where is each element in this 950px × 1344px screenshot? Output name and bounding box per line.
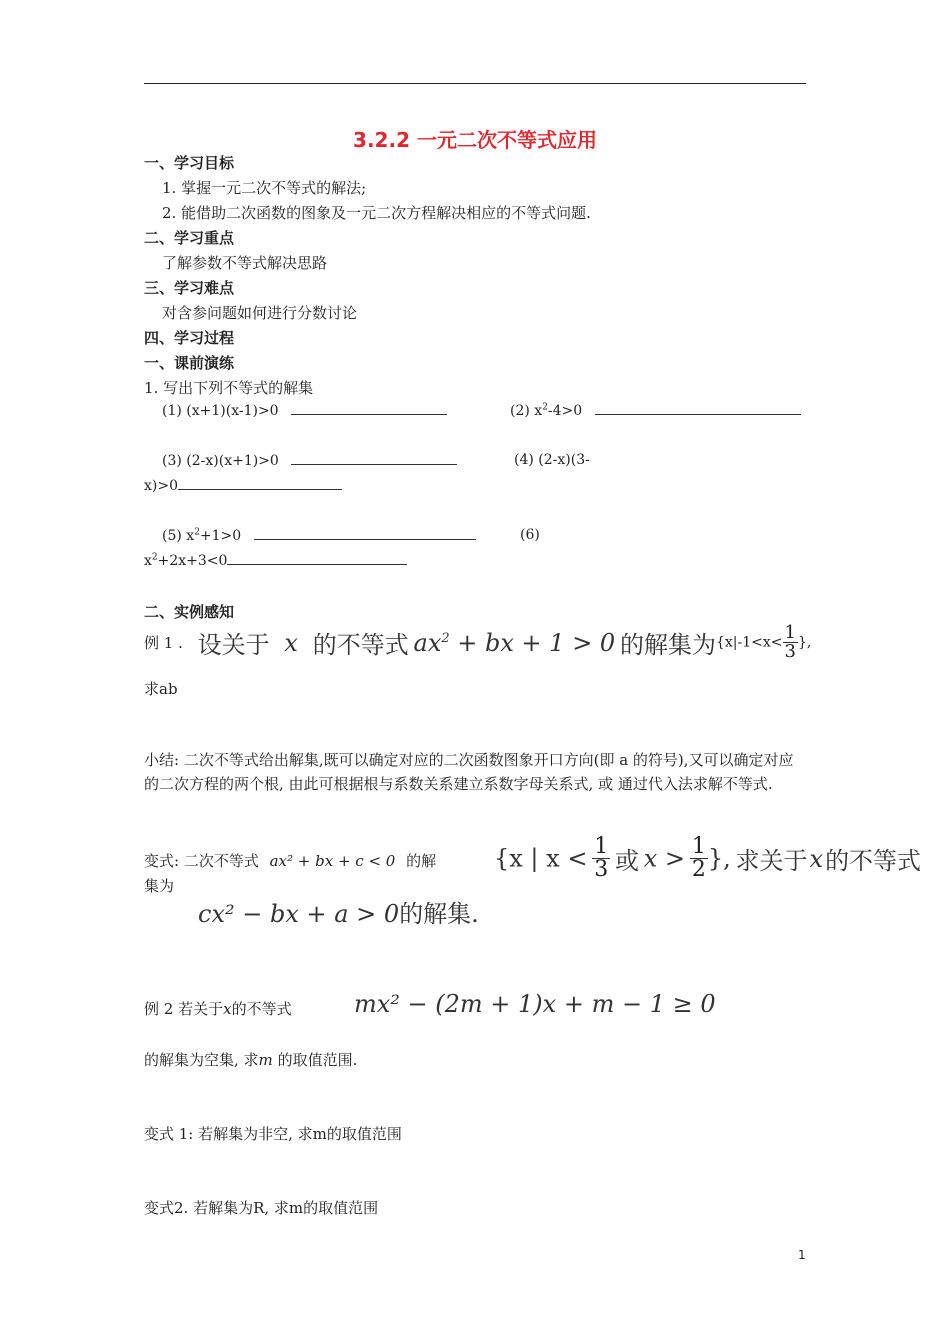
section-heading-prelesson: 一、课前演练 [144,354,235,372]
variant-label-2: 集为 [144,877,175,895]
question-1: 1. 写出下列不等式的解集 [144,379,314,397]
fraction: $\frac{1}{3}$ [594,836,609,882]
page-title: 3.2.2 一元二次不等式应用 [353,128,597,152]
fraction: $\frac{1}{3}$ [784,622,796,662]
exercise-6-continued: $x^2+2x+3<0$ [144,552,407,569]
exercise-1: (1) (x+1)(x-1)>0 [162,402,447,419]
answer-blank [595,402,801,415]
variant-1: 变式 1: 若解集为非空, 求m的取值范围 [144,1125,402,1143]
section-heading-difficulty: 三、学习难点 [144,279,235,297]
summary-paragraph: 小结: 二次不等式给出解集,既可以确定对应的二次函数图象开口方向(即 a 的符号),又可以确定对应的二次方程的两个根, 由此可根据根与系数关系建立系数字母关系式, 或 通过代入法求解不等式. [144,751,794,793]
variant-label: 变式: 二次不等式 ax² + bx + c < 0 的解 [144,852,437,870]
example-2-inequality: mx² − (2m + 1)x + m − 1 ≥ 0 [354,990,716,1018]
answer-blank [291,452,457,465]
exercise-3: (3) (2-x)(x+1)>0 [162,452,457,469]
goal-item-2: 2. 能借助二次函数的图象及一元二次方程解决相应的不等式问题. [162,204,591,222]
fraction: $\frac{1}{2}$ [691,836,706,882]
answer-blank [227,552,407,565]
focus-text: 了解参数不等式解决思路 [162,254,328,272]
section-heading-process: 四、学习过程 [144,329,235,347]
goal-item-1: 1. 掌握一元二次不等式的解法; [162,179,367,197]
answer-blank [291,402,447,415]
variant-set: {x | x < $\frac{1}{3}$ 或 x > $\frac{1}{2}$ }, 求关于x的不等式 [494,836,922,882]
variant-inequality-2: cx² − bx + a > 0的解集. [198,900,479,928]
example-2-ask: 的解集为空集, 求m 的取值范围. [144,1051,358,1069]
exercise-2: (2) $x^2-4>0$ [510,402,801,419]
exercise-4: (4) (2-x)(3- [514,452,590,468]
exercise-4-continued: x)>0 [144,477,342,494]
exercise-5: (5) $x^2+1>0$ [162,527,476,544]
section-heading-examples: 二、实例感知 [144,603,235,621]
answer-blank [178,477,342,490]
header-rule [144,83,806,84]
example-1: 例 1 . 设关于 x 的不等式 $ax^2$ + bx + 1 > 0 的解集为{x|-1<x< $\frac{1}{3}$ }, [144,622,812,662]
section-heading-goals: 一、学习目标 [144,154,235,172]
example-1-ask: 求ab [144,680,178,698]
page-number: 1 [798,1248,806,1262]
variant-2: 变式2. 若解集为R, 求m的取值范围 [144,1199,379,1217]
section-heading-focus: 二、学习重点 [144,229,235,247]
exercise-6: (6) [520,527,540,543]
difficulty-text: 对含参问题如何进行分数讨论 [162,304,358,322]
example-2-label: 例 2 若关于x的不等式 [144,1000,292,1018]
answer-blank [254,527,476,540]
